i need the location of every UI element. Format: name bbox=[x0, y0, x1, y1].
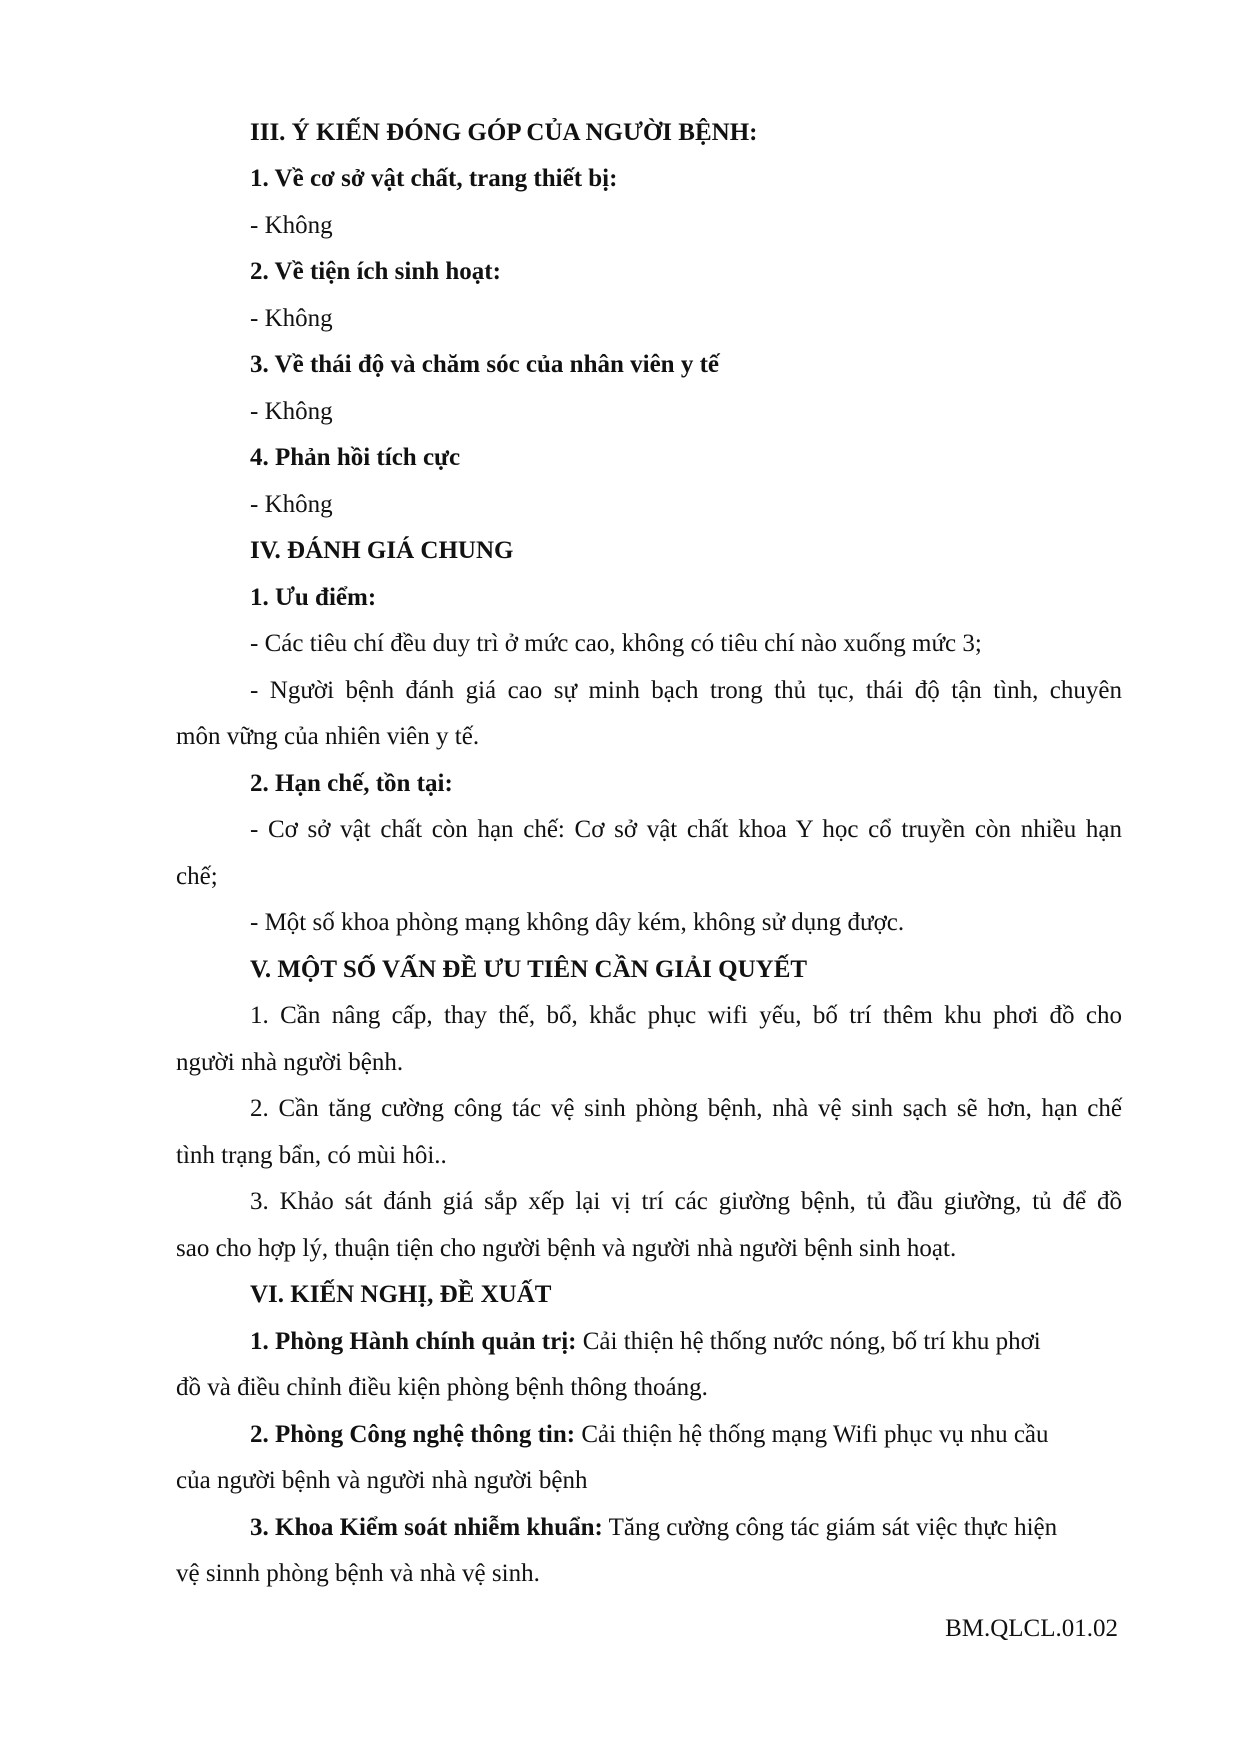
section-3-item-1-text: - Không bbox=[250, 212, 333, 239]
section-3-item-3-text: - Không bbox=[250, 398, 333, 425]
strength-1: - Các tiêu chí đều duy trì ở mức cao, không có tiêu chí nào xuống mức 3; bbox=[250, 630, 982, 657]
section-4-heading: IV. ĐÁNH GIÁ CHUNG bbox=[250, 537, 514, 564]
section-3-item-4-text: - Không bbox=[250, 491, 333, 518]
priority-1-line-2: người nhà người bệnh. bbox=[176, 1049, 404, 1076]
recommendation-1-label: 1. Phòng Hành chính quản trị: bbox=[250, 1328, 577, 1355]
priority-1-line-1: 1. Cần nâng cấp, thay thế, bổ, khắc phục wifi yếu, bố trí thêm khu phơi đồ cho bbox=[250, 1002, 1122, 1029]
section-3-item-4-title: 4. Phản hồi tích cực bbox=[250, 444, 461, 471]
section-3-heading: III. Ý KIẾN ĐÓNG GÓP CỦA NGƯỜI BỆNH: bbox=[250, 119, 758, 146]
section-3-item-1-title: 1. Về cơ sở vật chất, trang thiết bị: bbox=[250, 165, 618, 192]
limit-2: - Một số khoa phòng mạng không dây kém, không sử dụng được. bbox=[250, 909, 905, 936]
strength-2-line-2: môn vững của nhiên viên y tế. bbox=[176, 723, 480, 750]
priority-3-line-2: sao cho hợp lý, thuận tiện cho người bệnh và người nhà người bệnh sinh hoạt. bbox=[176, 1235, 957, 1262]
recommendation-2-line-1 bbox=[250, 1420, 1049, 1450]
limits-title: 2. Hạn chế, tồn tại: bbox=[250, 770, 453, 797]
recommendation-3-text: Tăng cường công tác giám sát việc thực hiện bbox=[602, 1514, 1058, 1541]
recommendation-1-line-2: đồ và điều chỉnh điều kiện phòng bệnh thông thoáng. bbox=[176, 1374, 708, 1401]
limit-1-line-1: - Cơ sở vật chất còn hạn chế: Cơ sở vật chất khoa Y học cổ truyền còn nhiều hạn bbox=[250, 816, 1122, 843]
recommendation-1-line-1 bbox=[250, 1327, 1041, 1357]
priority-3-line-1: 3. Khảo sát đánh giá sắp xếp lại vị trí các giường bệnh, tủ đầu giường, tủ để đồ bbox=[250, 1188, 1122, 1215]
section-3-item-2-text: - Không bbox=[250, 305, 333, 332]
strengths-title: 1. Ưu điểm: bbox=[250, 584, 377, 611]
limit-1-line-2: chế; bbox=[176, 863, 218, 890]
form-code: BM.QLCL.01.02 bbox=[945, 1615, 1118, 1642]
recommendation-3-line-1 bbox=[250, 1513, 1057, 1543]
strength-2-line-1: - Người bệnh đánh giá cao sự minh bạch trong thủ tục, thái độ tận tình, chuyên bbox=[250, 677, 1122, 704]
section-3-item-3-title: 3. Về thái độ và chăm sóc của nhân viên y tế bbox=[250, 351, 720, 378]
priority-2-line-2: tình trạng bẩn, có mùi hôi.. bbox=[176, 1142, 447, 1169]
recommendation-3-line-2: vệ sinnh phòng bệnh và nhà vệ sinh. bbox=[176, 1560, 540, 1587]
recommendation-3-label: 3. Khoa Kiểm soát nhiễm khuẩn: bbox=[250, 1514, 603, 1541]
section-6-heading: VI. KIẾN NGHỊ, ĐỀ XUẤT bbox=[250, 1281, 552, 1308]
section-3-item-2-title: 2. Về tiện ích sinh hoạt: bbox=[250, 258, 501, 285]
recommendation-2-line-2: của người bệnh và người nhà người bệnh bbox=[176, 1467, 588, 1494]
priority-2-line-1: 2. Cần tăng cường công tác vệ sinh phòng bệnh, nhà vệ sinh sạch sẽ hơn, hạn chế bbox=[250, 1095, 1122, 1122]
recommendation-2-label: 2. Phòng Công nghệ thông tin: bbox=[250, 1421, 576, 1448]
section-5-heading: V. MỘT SỐ VẤN ĐỀ ƯU TIÊN CẦN GIẢI QUYẾT bbox=[250, 956, 808, 983]
recommendation-1-text: Cải thiện hệ thống nước nóng, bố trí khu phơi bbox=[576, 1328, 1041, 1355]
recommendation-2-text: Cải thiện hệ thống mạng Wifi phục vụ nhu cầu bbox=[575, 1421, 1049, 1448]
